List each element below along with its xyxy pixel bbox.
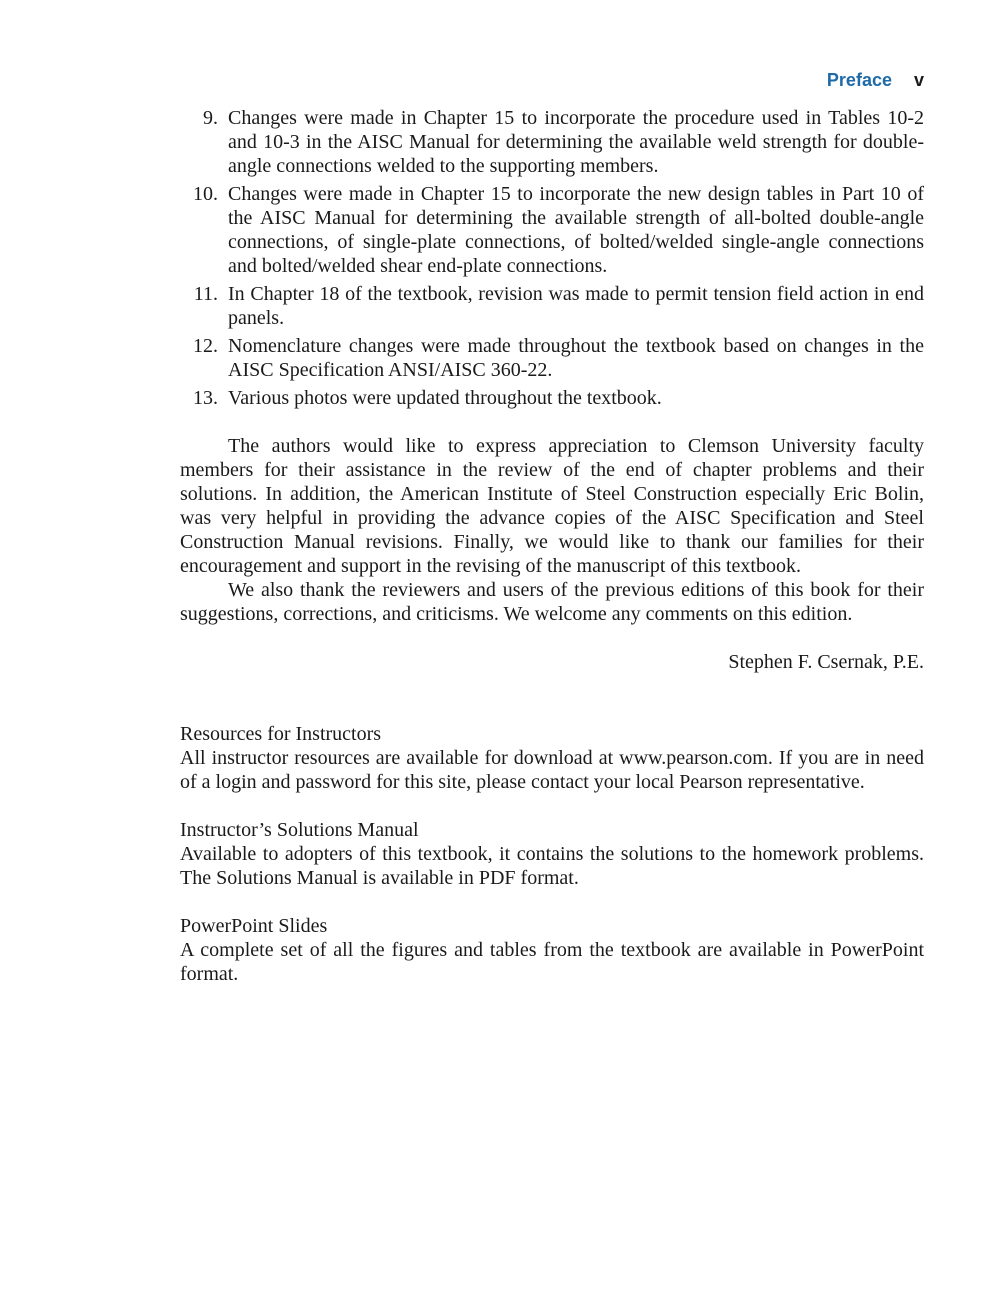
resource-body: Available to adopters of this textbook, it contains the solutions to the homework problems. The Solutions Manual is available in PDF format. (180, 843, 924, 889)
section-title: Preface (826, 70, 892, 90)
list-item-number: 12. (193, 335, 218, 357)
resource-heading: Instructor’s Solutions Manual (180, 819, 419, 841)
list-item (180, 182, 924, 278)
resource-body: A complete set of all the figures and tables from the textbook are available in PowerPoint format. (180, 939, 924, 985)
running-header (827, 68, 924, 92)
solutions-manual-section (180, 818, 924, 890)
page-number: v (913, 70, 924, 90)
list-item-number: 13. (193, 387, 218, 409)
list-item (180, 106, 924, 178)
list-item-text: Various photos were updated throughout the textbook. (228, 387, 662, 409)
list-item-text: Nomenclature changes were made throughout the textbook based on changes in the AISC Specification ANSI/AISC 360-22. (228, 335, 924, 381)
list-item (180, 282, 924, 330)
list-item (180, 386, 924, 410)
page-body (180, 106, 924, 986)
list-item-number: 9. (203, 107, 218, 129)
resource-body: All instructor resources are available for download at www.pearson.com. If you are in need of a login and password for this site, please contact your local Pearson representative. (180, 747, 924, 793)
powerpoint-section (180, 914, 924, 986)
list-item-text: In Chapter 18 of the textbook, revision was made to permit tension field action in end panels. (228, 283, 924, 329)
resources-section (180, 722, 924, 794)
resource-heading: Resources for Instructors (180, 723, 382, 745)
thanks-paragraph: We also thank the reviewers and users of the previous editions of this book for their suggestions, corrections, and criticisms. We welcome any comments on this edition. (180, 579, 924, 625)
list-item-text: Changes were made in Chapter 15 to incorporate the new design tables in Part 10 of the AISC Manual for determining the available strength of all-bolted double-angle connections, of single-plate connections, of bolted/welded single-angle connections and bolted/welded shear end-plate connections. (228, 183, 924, 277)
resource-heading: PowerPoint Slides (180, 915, 328, 937)
list-item (180, 334, 924, 382)
author-signature: Stephen F. Csernak, P.E. (728, 651, 924, 673)
list-item-number: 10. (193, 183, 218, 205)
acknowledgments-paragraph: The authors would like to express appreciation to Clemson University faculty members for their assistance in the review of the end of chapter problems and their solutions. In addition, the American Institute of Steel Construction especially Eric Bolin, was very helpful in providing the advance copies of the AISC Specification and Steel Construction Manual revisions. Finally, we would like to thank our families for their encouragement and support in the revising of the manuscript of this textbook. (180, 435, 924, 577)
list-item-text: Changes were made in Chapter 15 to incorporate the procedure used in Tables 10-2 and 10-3 in the AISC Manual for determining the available weld strength for double-angle connections welded to the supporting members. (228, 107, 924, 177)
changes-list (180, 106, 924, 410)
list-item-number: 11. (193, 283, 218, 305)
